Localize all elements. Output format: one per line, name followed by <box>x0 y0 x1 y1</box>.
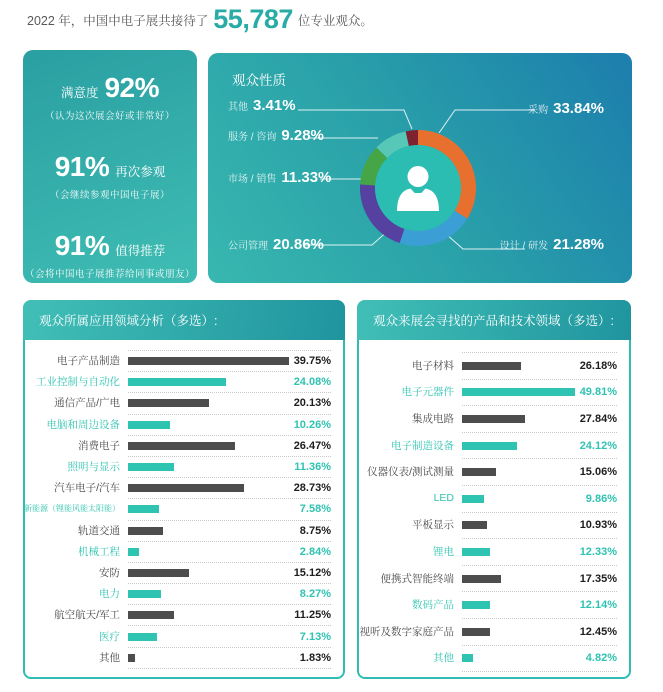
bar <box>462 495 484 503</box>
bar-track <box>128 442 289 450</box>
products-tech-panel-title: 观众来展会寻找的产品和技术领域（多选）: <box>373 314 614 328</box>
bar-row-body <box>128 350 331 371</box>
donut-callout <box>228 236 324 253</box>
bar-track <box>128 569 289 577</box>
products-tech-rows <box>359 340 629 671</box>
bar <box>462 601 490 609</box>
bar-row <box>359 645 629 672</box>
bar-row-body <box>128 604 331 625</box>
products-tech-panel <box>357 300 631 679</box>
bar-row-body <box>128 392 331 413</box>
headline <box>27 4 373 35</box>
bar-track <box>462 628 575 636</box>
bar-row-body <box>128 647 331 668</box>
stat-note: （认为这次展会好或非常好） <box>44 111 175 122</box>
bar <box>462 548 490 556</box>
bar-row-body <box>128 477 331 498</box>
bar <box>128 654 135 662</box>
stat-note: （会将中国电子展推荐给同事或朋友） <box>24 269 195 280</box>
bar-value-label: 15.06% <box>579 466 617 479</box>
bar <box>462 362 521 370</box>
bar <box>128 505 159 513</box>
stat-block <box>23 72 197 122</box>
stat-block <box>23 151 197 201</box>
bar <box>462 575 501 583</box>
bar <box>128 569 189 577</box>
bar-category-label: 电力 <box>99 588 120 601</box>
bar-category-label: 锂电 <box>433 545 454 558</box>
stat-line <box>23 230 197 262</box>
bar <box>128 357 289 365</box>
bar-row <box>25 392 343 413</box>
bar-row-body <box>462 512 617 539</box>
bar <box>462 654 473 662</box>
bar-row-body <box>462 538 617 565</box>
bar-track <box>462 654 575 662</box>
bar-value-label: 7.13% <box>299 630 331 643</box>
bar-row <box>359 458 629 485</box>
bar-track <box>128 633 289 641</box>
bar-value-label: 7.58% <box>299 503 331 516</box>
bar-track <box>128 399 289 407</box>
bar-row-body <box>462 645 617 672</box>
bar-row-body <box>128 498 331 519</box>
bar-track <box>462 548 575 556</box>
bar-value-label: 8.75% <box>299 524 331 537</box>
bar-value-label: 20.13% <box>293 397 331 410</box>
bar-row <box>359 352 629 379</box>
donut-callout <box>528 100 604 117</box>
bar-value-label: 24.08% <box>293 376 331 389</box>
donut-callout-label: 其他 <box>228 102 248 113</box>
bar-value-label: 12.45% <box>579 625 617 638</box>
bar-row <box>25 625 343 646</box>
stat-note: （会继续参观中国电子展） <box>49 190 170 201</box>
bar-track <box>462 521 575 529</box>
stat-line <box>23 151 197 183</box>
bar-row <box>25 498 343 519</box>
bar-value-label: 4.82% <box>585 652 617 665</box>
bar-track <box>462 362 575 370</box>
bar-track <box>462 575 575 583</box>
bar-row-body <box>462 485 617 512</box>
bar-category-label: 电子材料 <box>412 359 454 372</box>
bar-value-label: 2.84% <box>299 545 331 558</box>
headline-suffix: 位专业观众。 <box>297 13 373 28</box>
bar <box>128 484 244 492</box>
bar-category-label: 其他 <box>99 651 120 664</box>
stat-value: 91% <box>54 230 110 261</box>
bar-category-label: 数码产品 <box>412 599 454 612</box>
bar-row <box>25 350 343 371</box>
bar-row-body <box>462 379 617 406</box>
donut-callout <box>228 97 296 114</box>
donut-callout-value: 20.86% <box>273 236 324 253</box>
bar-row-body <box>128 414 331 435</box>
bar-row <box>25 520 343 541</box>
bar <box>128 442 235 450</box>
donut-callout-value: 21.28% <box>553 236 604 253</box>
bar-track <box>462 601 575 609</box>
bar-track <box>462 442 575 450</box>
bar-category-label: 工业控制与自动化 <box>36 376 120 389</box>
bar-track <box>462 415 575 423</box>
bar-row <box>359 405 629 432</box>
stat-block <box>23 230 197 280</box>
visitor-nature-card <box>208 53 632 283</box>
bar-category-label: 轨道交通 <box>78 524 120 537</box>
bar-category-label: 新能源（锂能风能太阳能） <box>24 504 120 514</box>
bar-category-label: 机械工程 <box>78 545 120 558</box>
bar-row <box>25 414 343 435</box>
bar-track <box>462 495 575 503</box>
bar-row <box>25 604 343 625</box>
stat-line <box>23 72 197 104</box>
bar-row <box>25 456 343 477</box>
bar <box>128 378 226 386</box>
bar-value-label: 39.75% <box>293 355 331 368</box>
bar-category-label: 便携式智能终端 <box>380 572 454 585</box>
bar-row-body <box>128 371 331 392</box>
stat-label: 满意度 <box>60 86 99 100</box>
bar-row <box>25 583 343 604</box>
bar-category-label: 航空航天/军工 <box>54 609 120 622</box>
bar-track <box>128 654 289 662</box>
bar-track <box>128 611 289 619</box>
headline-prefix: 2022 年，中国中电子展共接待了 <box>27 13 209 28</box>
rows-end-divider <box>462 671 617 672</box>
stat-label: 再次参观 <box>115 165 166 179</box>
bar-track <box>462 468 575 476</box>
bar <box>128 463 174 471</box>
bar-value-label: 12.14% <box>579 599 617 612</box>
bar-row-body <box>128 562 331 583</box>
bar-row-body <box>128 541 331 562</box>
bar-row <box>359 618 629 645</box>
bar-value-label: 11.36% <box>294 461 331 474</box>
bar-category-label: 汽车电子/汽车 <box>54 482 120 495</box>
bar-value-label: 49.81% <box>579 386 617 399</box>
bar-value-label: 9.86% <box>585 492 617 505</box>
bar-value-label: 28.73% <box>293 482 331 495</box>
bar-row-body <box>128 625 331 646</box>
donut-card-title: 观众性质 <box>232 73 286 88</box>
bar <box>462 628 490 636</box>
bar-row <box>359 485 629 512</box>
bar-category-label: 平板显示 <box>412 519 454 532</box>
bar-track <box>128 378 289 386</box>
bar-value-label: 1.83% <box>299 651 331 664</box>
stat-label: 值得推荐 <box>115 244 166 258</box>
donut-callout <box>228 127 324 144</box>
bar-value-label: 8.27% <box>299 588 331 601</box>
donut-callout-label: 服务 / 咨询 <box>228 132 277 143</box>
bar <box>128 548 139 556</box>
donut-callout-value: 3.41% <box>253 97 296 114</box>
bar-category-label: 安防 <box>99 566 120 579</box>
bar <box>462 521 487 529</box>
bar-row-body <box>462 618 617 645</box>
application-fields-panel-header <box>23 300 345 340</box>
application-fields-rows <box>25 340 343 668</box>
bar-row <box>359 512 629 539</box>
bar-category-label: 集成电路 <box>412 412 454 425</box>
bar-value-label: 11.25% <box>294 609 331 622</box>
donut-center <box>375 145 461 231</box>
bar-category-label: 照明与显示 <box>67 461 120 474</box>
bar-row-body <box>462 458 617 485</box>
bar-track <box>128 463 289 471</box>
bar <box>128 399 209 407</box>
bar-row <box>25 477 343 498</box>
bar <box>128 590 161 598</box>
bar-row-body <box>462 432 617 459</box>
bar-track <box>128 357 289 365</box>
bar <box>128 527 163 535</box>
bar-value-label: 24.12% <box>579 439 617 452</box>
bar-row <box>25 541 343 562</box>
bar-row-body <box>462 565 617 592</box>
bar-track <box>128 548 289 556</box>
bar <box>462 415 525 423</box>
donut-callout-label: 采购 <box>528 105 549 116</box>
bar-value-label: 26.18% <box>579 359 617 372</box>
donut-callout-value: 11.33% <box>281 169 332 186</box>
bar-value-label: 27.84% <box>579 412 617 425</box>
bar-category-label: LED <box>433 492 454 505</box>
bar-category-label: 电子元器件 <box>401 386 454 399</box>
bar-row <box>359 538 629 565</box>
bar-category-label: 仪器仪表/测试测量 <box>367 466 454 479</box>
bar <box>462 388 575 396</box>
bar-track <box>128 527 289 535</box>
bar-category-label: 通信产品/广电 <box>54 397 120 410</box>
donut-callout <box>228 169 331 186</box>
bar-row <box>359 379 629 406</box>
bar-row <box>25 562 343 583</box>
bar-value-label: 12.33% <box>579 545 617 558</box>
bar-category-label: 视听及数字家庭产品 <box>359 625 454 638</box>
bar-row <box>25 647 343 668</box>
rows-end-divider <box>128 668 331 669</box>
stat-value: 92% <box>104 72 160 103</box>
bar-value-label: 15.12% <box>293 566 331 579</box>
bar-row-body <box>128 520 331 541</box>
bar-row <box>359 565 629 592</box>
bar <box>462 468 496 476</box>
bar-row <box>25 435 343 456</box>
bar-row-body <box>128 583 331 604</box>
application-fields-panel <box>23 300 345 679</box>
donut-callout-label: 市场 / 销售 <box>228 174 277 185</box>
bar-category-label: 医疗 <box>99 630 120 643</box>
bar-category-label: 电子产品制造 <box>57 355 120 368</box>
bar-row-body <box>462 352 617 379</box>
bar-value-label: 10.26% <box>293 418 331 431</box>
bar-category-label: 电脑和周边设备 <box>46 418 120 431</box>
products-tech-panel-header <box>357 300 631 340</box>
bar <box>128 611 174 619</box>
bar <box>128 633 157 641</box>
bar-track <box>128 590 289 598</box>
application-fields-panel-title: 观众所属应用领域分析（多选）: <box>39 314 218 328</box>
bar-category-label: 电子制造设备 <box>391 439 454 452</box>
bar-value-label: 26.47% <box>293 439 331 452</box>
bar-row <box>359 591 629 618</box>
bar-category-label: 消费电子 <box>78 439 120 452</box>
bar-row-body <box>128 435 331 456</box>
bar-row <box>25 371 343 392</box>
bar-track <box>128 505 289 513</box>
headline-visitor-count: 55,787 <box>213 4 293 34</box>
bar-row-body <box>128 456 331 477</box>
donut-callout <box>500 236 604 253</box>
bar-row-body <box>462 405 617 432</box>
bar-value-label: 10.93% <box>579 519 617 532</box>
bar-row-body <box>462 591 617 618</box>
donut-callout-value: 33.84% <box>553 100 604 117</box>
bar-track <box>462 388 575 396</box>
bar-track <box>128 421 289 429</box>
stats-card <box>23 50 197 283</box>
donut-callout-label: 公司管理 <box>228 241 268 252</box>
donut-callout-value: 9.28% <box>281 127 324 144</box>
bar-track <box>128 484 289 492</box>
bar <box>128 421 170 429</box>
bar-category-label: 其他 <box>433 652 454 665</box>
donut-callout-label: 设计 / 研发 <box>499 241 549 252</box>
bar-row <box>359 432 629 459</box>
stat-value: 91% <box>54 151 110 182</box>
bar <box>462 442 517 450</box>
bar-value-label: 17.35% <box>579 572 617 585</box>
